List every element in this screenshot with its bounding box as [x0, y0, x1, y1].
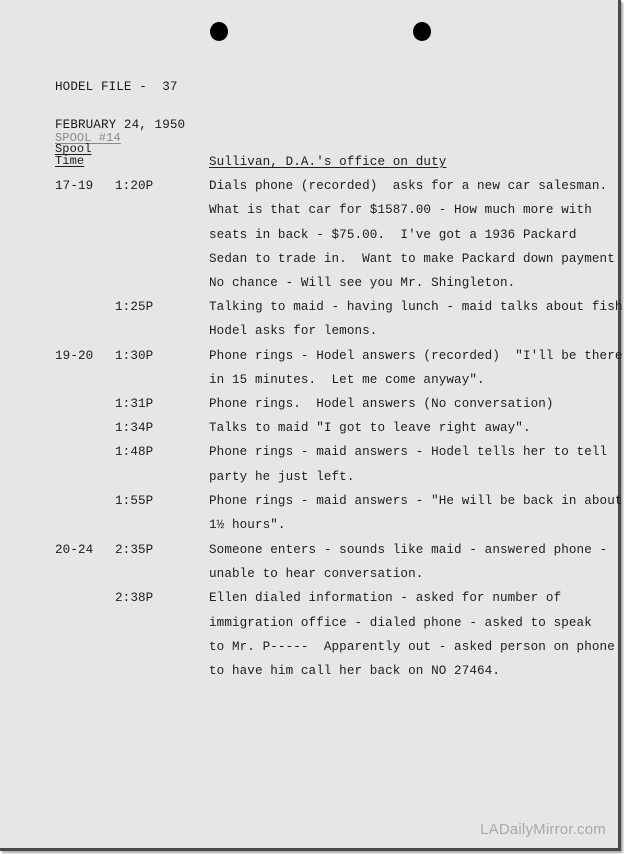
entry-line: Talks to maid "I got to leave right away". [209, 421, 531, 435]
entry-time: 2:38P [115, 591, 154, 605]
entry-time: 1:30P [115, 349, 154, 363]
spool-id: SPOOL #14 [55, 131, 121, 145]
entry-line: Sedan to trade in. Want to make Packard down payment [209, 252, 615, 266]
entry-spool: 20-24 [55, 543, 94, 557]
entry-time: 1:20P [115, 179, 154, 193]
watermark: LADailyMirror.com [480, 821, 606, 838]
entry-line: No chance - Will see you Mr. Shingleton. [209, 276, 516, 290]
entry-time: 1:34P [115, 421, 154, 435]
entry-line: Dials phone (recorded) asks for a new car salesman. [209, 179, 608, 193]
entry-line: Talking to maid - having lunch - maid talks about fish [209, 300, 623, 314]
entry-line: in 15 minutes. Let me come anyway". [209, 373, 485, 387]
document-date: FEBRUARY 24, 1950 [55, 118, 186, 132]
entry-time: 2:35P [115, 543, 154, 557]
entry-time: 1:55P [115, 494, 154, 508]
entry-line: Phone rings - maid answers - "He will be back in about [209, 494, 623, 508]
entry-line: Phone rings - Hodel answers (recorded) "I'll be there [209, 349, 623, 363]
entry-line: Ellen dialed information - asked for number of [209, 591, 562, 605]
entry-line: Someone enters - sounds like maid - answered phone - [209, 543, 608, 557]
entry-line: to have him call her back on NO 27464. [209, 664, 500, 678]
entry-line: Phone rings - maid answers - Hodel tells her to tell [209, 445, 608, 459]
entry-line: seats in back - $75.00. I've got a 1936 Packard [209, 228, 577, 242]
entry-line: to Mr. P----- Apparently out - asked person on phone [209, 640, 615, 654]
entry-spool: 17-19 [55, 179, 94, 193]
entry-time: 1:25P [115, 300, 154, 314]
entry-line: Phone rings. Hodel answers (No conversation) [209, 397, 554, 411]
entry-line: immigration office - dialed phone - asked to speak [209, 616, 592, 630]
entry-line: party he just left. [209, 470, 355, 484]
entry-line: unable to hear conversation. [209, 567, 424, 581]
column-header-time: Time [55, 154, 85, 168]
entry-time: 1:48P [115, 445, 154, 459]
file-title: HODEL FILE - 37 [55, 80, 178, 94]
column-header-spool: Spool [55, 142, 92, 156]
entry-line: 1½ hours". [209, 518, 286, 532]
entry-spool: 19-20 [55, 349, 94, 363]
entry-line: Hodel asks for lemons. [209, 324, 378, 338]
entry-time: 1:31P [115, 397, 154, 411]
column-header-office: Sullivan, D.A.'s office on duty [209, 155, 447, 169]
entry-line: What is that car for $1587.00 - How much more with [209, 203, 592, 217]
